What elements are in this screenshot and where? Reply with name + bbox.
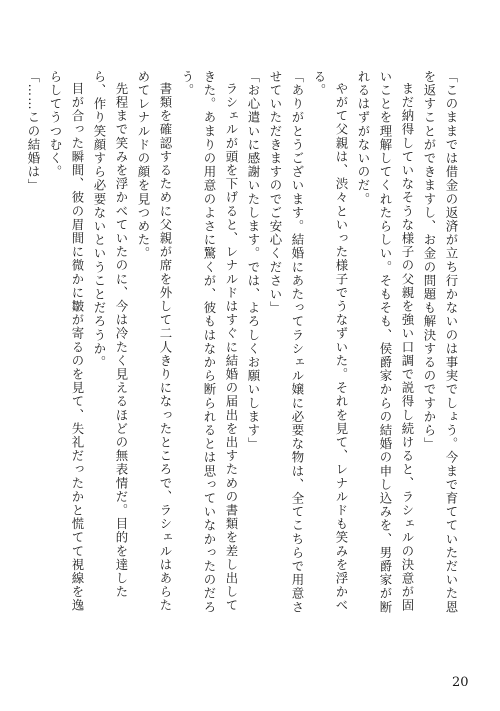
paragraph-4: 「ありがとうございます。結婚にあたってラシェル嬢に必要な物は、全てこちらで用意させていただきますのでご安心ください」 bbox=[268, 70, 305, 614]
paragraph-9: 目が合った瞬間、彼の眉間に微かに皺が寄るのを見て、失礼だったかと慌てて視線を逸らしてうつむく。 bbox=[48, 70, 85, 613]
paragraph-5: 「お心遣いに感謝いたします。では、よろしくお願いします」 bbox=[246, 70, 261, 451]
paragraph-8: 先程まで笑みを浮かべていたのに、今は冷たく見えるほどの無表情だ。目的を達したら、作り笑顔すら必要ないということだろうか。 bbox=[92, 70, 129, 600]
page-number: 20 bbox=[452, 675, 469, 690]
paragraph-1: 「このままでは借金の返済が立ち行かないのは事実でしょう。今まで育てていただいた恩を返すことができますし、お金の問題も解決するのですから」 bbox=[422, 70, 459, 614]
paragraph-2: まだ納得していなそうな様子の父親を強い口調で説得し続けると、ラシェルの決意が固いことを理解してくれたらしい。そもそも、侯爵家からの結婚の申し込みを、男爵家が断れるはずがないのだ。 bbox=[356, 70, 415, 614]
paragraph-10: 「……この結婚は」 bbox=[26, 70, 41, 193]
paragraph-6: ラシェルが頭を下げると、レナルドはすぐに結婚の届出を出すための書類を差し出してきた。あまりの用意のよさに驚くが、彼もはなから断られるとは思っていなかったのだろう。 bbox=[180, 70, 239, 614]
paragraph-7: 書類を確認するために父親が席を外して二人きりになったところで、ラシェルはあらためてレナルドの顔を見つめた。 bbox=[136, 70, 173, 613]
vertical-text-block bbox=[26, 70, 462, 615]
paragraph-3: やがて父親は、渋々といった様子でうなずいた。それを見て、レナルドも笑みを浮かべる。 bbox=[312, 70, 349, 613]
